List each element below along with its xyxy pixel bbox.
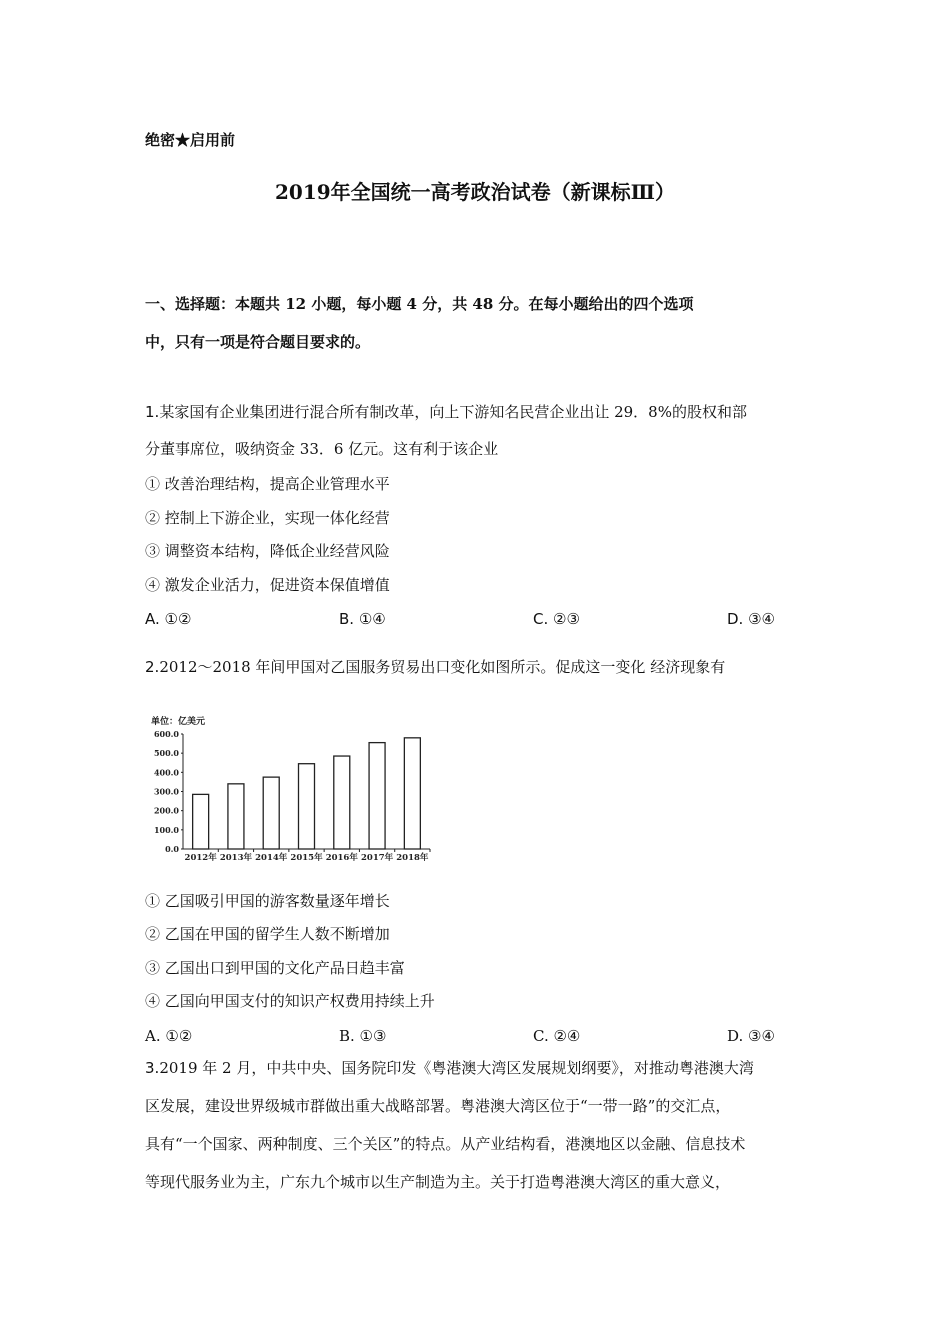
q2-item-4: ④ 乙国向甲国支付的知识产权费用持续上升 <box>145 992 435 1010</box>
q1-item-3: ③ 调整资本结构，降低企业经营风险 <box>145 542 390 560</box>
q2-item-1: ① 乙国吸引甲国的游客数量逐年增长 <box>145 892 390 910</box>
section-heading-line2: 中，只有一项是符合题目要求的。 <box>145 333 371 351</box>
q2-number: 2. <box>145 658 160 676</box>
q3-number: 3. <box>145 1059 160 1077</box>
chart-unit-label: 单位：亿美元 <box>151 717 206 727</box>
bar-chart <box>145 712 445 872</box>
q1-option-b[interactable]: B. ①④ <box>339 610 386 628</box>
q1-line1 <box>145 402 747 423</box>
q1-option-a[interactable]: A. ①② <box>145 610 192 628</box>
bar <box>404 738 420 849</box>
y-tick-label: 200.0 <box>153 805 179 816</box>
q2-item-2: ② 乙国在甲国的留学生人数不断增加 <box>145 925 390 943</box>
q1-stem-line1: 某家国有企业集团进行混合所有制改革，向上下游知名民营企业出让 29．8%的股权和部 <box>159 403 747 421</box>
q1-stem-line2: 分董事席位，吸纳资金 33．6 亿元。这有利于该企业 <box>145 440 499 458</box>
q2-option-a[interactable]: A. ①② <box>145 1027 193 1045</box>
x-tick-label: 2013年 <box>219 853 253 863</box>
q3-stem-line3: 具有“一个国家、两种制度、三个关区”的特点。从产业结构看，港澳地区以金融、信息技术 <box>145 1135 746 1153</box>
x-tick-label: 2016年 <box>325 853 358 863</box>
x-tick-label: 2015年 <box>290 853 323 863</box>
y-tick-label: 0.0 <box>165 844 179 854</box>
y-tick-label: 400.0 <box>153 767 179 778</box>
x-tick-label: 2017年 <box>360 853 394 863</box>
q1-item-2: ② 控制上下游企业，实现一体化经营 <box>145 509 390 527</box>
q3-line1 <box>145 1058 754 1079</box>
bar <box>228 784 244 849</box>
q2-option-d[interactable]: D. ③④ <box>727 1027 775 1045</box>
y-tick-label: 100.0 <box>153 824 179 835</box>
q3-stem-line1: 2019 年 2 月，中共中央、国务院印发《粤港澳大湾区发展规划纲要》，对推动粤港澳大湾 <box>159 1059 754 1077</box>
bar <box>193 794 209 849</box>
q2-stem: 2012～2018 年间甲国对乙国服务贸易出口变化如图所示。促成这一变化 经济现象有 <box>159 658 726 676</box>
y-tick-label: 600.0 <box>153 729 179 739</box>
q3-stem-line2: 区发展，建设世界级城市群做出重大战略部署。粤港澳大湾区位于“一带一路”的交汇点， <box>145 1097 731 1115</box>
page-title: 2019年全国统一高考政治试卷（新课标Ⅲ） <box>274 180 676 204</box>
q3-stem-line4: 等现代服务业为主，广东九个城市以生产制造为主。关于打造粤港澳大湾区的重大意义， <box>145 1173 731 1191</box>
q1-option-c[interactable]: C. ②③ <box>533 610 580 628</box>
secret-mark: 绝密★启用前 <box>145 131 236 149</box>
q1-item-4: ④ 激发企业活力，促进资本保值增值 <box>145 576 390 594</box>
x-tick-label: 2014年 <box>255 853 288 863</box>
x-tick-label: 2018年 <box>396 853 429 863</box>
x-tick-label: 2012年 <box>184 853 217 863</box>
q1-number: 1. <box>145 403 160 421</box>
q2-option-b[interactable]: B. ①③ <box>339 1027 387 1045</box>
q2-option-c[interactable]: C. ②④ <box>533 1027 581 1045</box>
q1-item-1: ① 改善治理结构，提高企业管理水平 <box>145 475 390 493</box>
q2-line1 <box>145 657 725 678</box>
y-tick-label: 500.0 <box>153 748 179 759</box>
section-heading-line1: 一、选择题：本题共 12 小题，每小题 4 分，共 48 分。在每小题给出的四个选项 <box>145 295 694 313</box>
q1-option-d[interactable]: D. ③④ <box>727 610 775 628</box>
bar <box>299 764 315 849</box>
bar <box>334 756 350 849</box>
q2-item-3: ③ 乙国出口到甲国的文化产品日趋丰富 <box>145 959 405 977</box>
bar <box>263 777 279 849</box>
bar <box>369 743 385 849</box>
y-tick-label: 300.0 <box>153 786 179 797</box>
